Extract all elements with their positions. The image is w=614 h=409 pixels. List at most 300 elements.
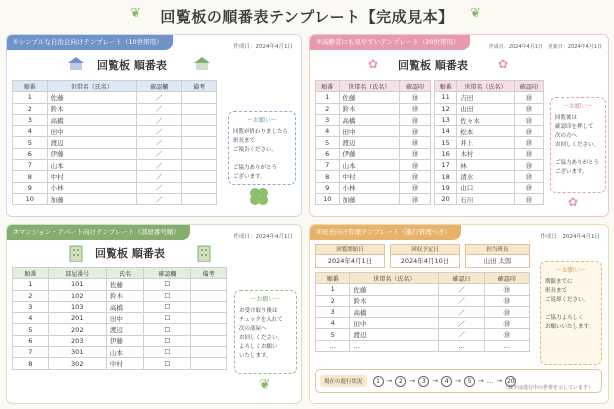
table-header-row: [13, 81, 217, 92]
table-row: [316, 148, 431, 159]
table-cell: [182, 126, 217, 137]
table-cell: ㊞: [484, 295, 529, 306]
table-row: [435, 137, 544, 148]
table-cell: ／: [136, 182, 182, 193]
table-cell: 13: [435, 114, 457, 125]
table-cell: 吉田: [457, 92, 514, 103]
note-line: チェックを入れて: [239, 317, 283, 323]
column-header: 世帯名（氏名）: [457, 81, 514, 92]
table-cell: 3: [13, 114, 48, 125]
leaf-icon-right: ❦: [470, 6, 481, 21]
table-cell: [191, 358, 227, 369]
table-cell: 3: [316, 114, 340, 125]
table-cell: 3: [13, 301, 49, 312]
info-box: [390, 244, 460, 268]
order-table-right: [434, 80, 544, 205]
table-cell: 中村: [47, 171, 136, 182]
house-icon-right: [193, 56, 211, 70]
table-cell: 高橋: [339, 114, 400, 125]
info-value: 2024年4月10日: [400, 257, 450, 265]
created-date: 作成日：2024年4月1日: [233, 234, 293, 240]
table-cell: 佐藤: [339, 92, 400, 103]
table-cell: ／: [136, 171, 182, 182]
note-line: 次の部屋へ: [239, 326, 267, 332]
note-line: 回覧後は: [555, 115, 578, 121]
table-cell: 田中: [106, 313, 144, 324]
table-cell: ／: [439, 295, 484, 306]
column-header: 順番: [13, 268, 49, 279]
table-row: [316, 193, 431, 204]
table-cell: 石川: [457, 193, 514, 204]
table-cell: ㊞: [400, 148, 431, 159]
table-row: [13, 171, 217, 182]
template-panel-senior: [309, 34, 609, 217]
note-line: ご協力ありがとう: [233, 165, 278, 171]
table-cell: 4: [316, 318, 350, 329]
note-heading: ～お願い～: [562, 103, 593, 110]
table-cell: 3: [316, 306, 350, 317]
table-cell: 14: [435, 126, 457, 137]
progress-step: 20: [506, 377, 515, 385]
progress-note: （数字は進行中の世帯を示しています）: [502, 385, 593, 391]
table-cell: 山本: [339, 160, 400, 171]
table-cell: 102: [48, 290, 106, 301]
table-cell: 2: [13, 103, 48, 114]
table-cell: 301: [48, 347, 106, 358]
table-cell: 11: [435, 92, 457, 103]
note-line: ございます。: [555, 169, 588, 175]
created-date: 作成日：2024年4月1日: [540, 234, 600, 240]
note-line: お願いいたします。: [545, 324, 595, 330]
table-cell: ／: [136, 137, 182, 148]
column-header: 世帯名（氏名）: [339, 81, 400, 92]
table-cell: ㊞: [484, 329, 529, 340]
column-header: 氏名: [106, 268, 144, 279]
table-header-row: [435, 81, 544, 92]
table-row: [316, 126, 431, 137]
column-header: 順番: [316, 273, 350, 284]
note-line: いたします。: [239, 353, 272, 359]
table-cell: 井上: [457, 137, 514, 148]
table-cell: ／: [136, 148, 182, 159]
table-cell: 鈴木: [47, 103, 136, 114]
note-line: 班長まで: [233, 138, 256, 144]
table-cell: 9: [13, 182, 48, 193]
table-cell: 松本: [457, 126, 514, 137]
table-cell: 17: [435, 160, 457, 171]
table-row: [435, 103, 544, 114]
table-row: [316, 284, 530, 295]
request-note: [234, 290, 297, 374]
table-cell: 15: [435, 137, 457, 148]
info-label: 回覧開始日: [316, 245, 384, 255]
table-cell: 5: [13, 137, 48, 148]
panel-tag: ④班長向け管理テンプレート（進行管理つき）: [310, 225, 461, 240]
note-line: お回しください。: [555, 142, 600, 148]
info-value: 山田 太郎: [483, 257, 512, 265]
note-line: ご返却ください。: [545, 297, 590, 303]
table-cell: ㊞: [514, 193, 543, 204]
board-title: 回覧板 順番表: [398, 59, 468, 72]
table-cell: 田中: [350, 318, 439, 329]
table-cell: ㊞: [514, 114, 543, 125]
table-cell: ㊞: [514, 171, 543, 182]
board-title: 回覧板 順番表: [97, 59, 167, 72]
table-cell: [182, 193, 217, 204]
progress-label: 現在の進行状況: [320, 375, 367, 387]
table-cell: 鈴木: [106, 290, 144, 301]
column-header: 順番: [13, 81, 48, 92]
note-line: [555, 150, 601, 159]
table-row: [316, 318, 530, 329]
table-cell: 加藤: [339, 193, 400, 204]
info-box: [315, 244, 385, 268]
table-row: [13, 182, 217, 193]
note-line: お受け取り後は: [239, 308, 278, 314]
note-heading: ～お願い～: [555, 267, 586, 274]
table-cell: 佐藤: [106, 279, 144, 290]
table-cell: 203: [48, 335, 106, 346]
panel-tag: ②高齢者にも見やすいテンプレート（20世帯用）: [310, 35, 470, 50]
table-row: [435, 171, 544, 182]
table-cell: ／: [136, 193, 182, 204]
table-cell: 1: [13, 279, 49, 290]
arrow-icon: →: [496, 376, 503, 385]
table-cell: 山口: [457, 182, 514, 193]
table-cell: 高橋: [47, 114, 136, 125]
table-cell: 木村: [457, 148, 514, 159]
table-cell: 渡辺: [339, 137, 400, 148]
info-value: 2024年4月1日: [327, 257, 373, 265]
table-row: [13, 137, 217, 148]
table-cell: ／: [136, 103, 182, 114]
table-cell: 山田: [457, 103, 514, 114]
table-cell: 6: [13, 335, 49, 346]
table-cell: 2: [316, 295, 350, 306]
table-cell: 20: [435, 193, 457, 204]
table-row: [13, 279, 227, 290]
table-header-row: [316, 81, 431, 92]
order-table-left: [315, 80, 431, 205]
arrow-icon: →: [455, 376, 462, 385]
table-header-row: [13, 268, 227, 279]
table-cell: ㊞: [400, 114, 431, 125]
table-cell: 佐藤: [47, 92, 136, 103]
column-header: 確認印: [400, 81, 431, 92]
table-cell: 202: [48, 324, 106, 335]
info-label: 担当班長: [466, 245, 529, 255]
table-cell: ☐: [144, 358, 191, 369]
request-note: [228, 111, 296, 185]
note-line: 確認印を押して: [555, 124, 594, 130]
table-cell: 16: [435, 148, 457, 159]
note-heading: ～お願い～: [250, 296, 281, 303]
column-header: 確認印: [484, 273, 529, 284]
progress-step: 5: [464, 376, 475, 387]
table-cell: 4: [13, 313, 49, 324]
table-cell: 加藤: [47, 193, 136, 204]
table-cell: ㊞: [514, 160, 543, 171]
clover-icon: [247, 185, 271, 209]
table-cell: 高橋: [106, 301, 144, 312]
table-cell: 302: [48, 358, 106, 369]
table-row: [435, 182, 544, 193]
table-cell: ／: [136, 160, 182, 171]
table-cell: [182, 171, 217, 182]
leaf-icon-left: ❦: [130, 6, 141, 21]
column-header: 確認日: [439, 273, 484, 284]
table-cell: [182, 137, 217, 148]
table-cell: ㊞: [484, 306, 529, 317]
table-cell: 19: [435, 182, 457, 193]
building-icon-right: [195, 244, 213, 262]
table-row: [13, 347, 227, 358]
table-cell: 8: [13, 171, 48, 182]
table-cell: 4: [316, 126, 340, 137]
table-cell: ／: [439, 284, 484, 295]
table-cell: [191, 347, 227, 358]
column-header: 確認欄: [136, 81, 182, 92]
table-row: [316, 182, 431, 193]
table-cell: [191, 324, 227, 335]
table-row: [13, 324, 227, 335]
table-cell: ㊞: [400, 171, 431, 182]
table-cell: 201: [48, 313, 106, 324]
table-cell: 8: [316, 171, 340, 182]
table-cell: ☐: [144, 301, 191, 312]
info-label: 回収予定日: [391, 245, 459, 255]
table-cell: ㊞: [400, 126, 431, 137]
table-cell: ㊞: [400, 92, 431, 103]
house-icon: [67, 56, 85, 70]
column-header: 確認印: [514, 81, 543, 92]
note-line: ご協力ありがとう: [555, 160, 600, 166]
note-line: 次の方へ: [555, 133, 578, 139]
note-line: 回覧が終わりましたら: [233, 129, 289, 135]
table-row: [13, 290, 227, 301]
table-row: [13, 358, 227, 369]
table-row: [316, 306, 530, 317]
request-note: [550, 97, 606, 193]
progress-step: …: [486, 376, 494, 385]
note-line: ご報告ください。: [233, 147, 278, 153]
table-cell: ㊞: [400, 182, 431, 193]
table-cell: [191, 279, 227, 290]
table-row: [316, 114, 431, 125]
table-cell: 林: [457, 160, 514, 171]
table-cell: [191, 290, 227, 301]
table-row: [316, 171, 431, 182]
table-cell: [182, 92, 217, 103]
table-cell: …: [316, 340, 350, 351]
table-cell: 7: [13, 160, 48, 171]
table-cell: 101: [48, 279, 106, 290]
table-row: [316, 160, 431, 171]
flower-icon-bottom: ✿: [568, 195, 579, 209]
table-cell: 2: [13, 290, 49, 301]
table-cell: ㊞: [400, 193, 431, 204]
note-line: ご協力よろしく: [545, 315, 584, 321]
table-cell: 小林: [339, 182, 400, 193]
table-row: [13, 160, 217, 171]
table-cell: ㊞: [514, 148, 543, 159]
note-line: よろしくお願い: [239, 344, 278, 350]
info-box: [465, 244, 530, 268]
table-row: [435, 148, 544, 159]
table-row: [316, 329, 530, 340]
table-cell: 4: [13, 126, 48, 137]
table-row: [435, 193, 544, 204]
table-cell: 10: [13, 193, 48, 204]
column-header: 世帯名（氏名）: [47, 81, 136, 92]
progress-step: 1: [373, 376, 384, 387]
table-cell: ／: [136, 92, 182, 103]
table-cell: ／: [439, 306, 484, 317]
table-row: [13, 335, 227, 346]
arrow-icon: →: [386, 376, 393, 385]
table-cell: ☐: [144, 290, 191, 301]
arrow-icon: →: [432, 376, 439, 385]
table-cell: ㊞: [514, 103, 543, 114]
note-line: [233, 155, 291, 164]
column-header: 備考: [182, 81, 217, 92]
table-cell: ㊞: [400, 160, 431, 171]
table-cell: 1: [316, 284, 350, 295]
leaf-icon: ❦: [259, 377, 271, 393]
created-date: 作成日：2024年4月1日: [233, 44, 293, 50]
order-table: [12, 80, 217, 205]
table-cell: 5: [316, 329, 350, 340]
note-line: 班長まで: [545, 288, 568, 294]
table-cell: ☐: [144, 335, 191, 346]
note-line: [545, 305, 597, 314]
table-cell: 7: [13, 347, 49, 358]
management-table: [315, 272, 530, 352]
table-cell: ㊞: [514, 137, 543, 148]
table-cell: 6: [13, 148, 48, 159]
flower-icon-left: ✿: [368, 57, 379, 71]
table-cell: ㊞: [484, 284, 529, 295]
table-cell: ㊞: [400, 103, 431, 114]
order-table: [12, 267, 227, 370]
table-cell: …: [350, 340, 439, 351]
table-row: [435, 126, 544, 137]
column-header: 確認欄: [144, 268, 191, 279]
table-cell: 6: [316, 148, 340, 159]
table-cell: 8: [13, 358, 49, 369]
table-cell: ／: [136, 126, 182, 137]
note-line: ございます。: [233, 174, 266, 180]
panel-tag: ③マンション・アパート向けテンプレート（部屋番号順）: [7, 225, 190, 240]
arrow-icon: →: [409, 376, 416, 385]
template-panel-apartment: [6, 224, 302, 404]
board-title: 回覧板 順番表: [95, 247, 165, 260]
table-cell: [191, 301, 227, 312]
table-cell: 1: [13, 92, 48, 103]
table-row: [316, 340, 530, 351]
table-row: [435, 114, 544, 125]
progress-step: 2: [395, 376, 406, 387]
template-panel-manager: [309, 224, 609, 404]
table-cell: 伊藤: [106, 335, 144, 346]
progress-step: 3: [418, 376, 429, 387]
table-row: [13, 313, 227, 324]
table-cell: 5: [13, 324, 49, 335]
table-cell: 9: [316, 182, 340, 193]
table-cell: ／: [439, 318, 484, 329]
created-date: 作成日：2024年4月1日 更新日：2024年4月1日: [488, 44, 602, 50]
table-cell: 伊藤: [47, 148, 136, 159]
table-cell: 山本: [106, 347, 144, 358]
table-header-row: [316, 273, 530, 284]
table-cell: …: [439, 340, 484, 351]
page-title: 回覧板の順番表テンプレート【完成見本】: [160, 8, 454, 26]
table-row: [13, 103, 217, 114]
column-header: 部屋番号: [48, 268, 106, 279]
table-row: [316, 295, 530, 306]
request-note: [540, 261, 602, 365]
table-row: [435, 160, 544, 171]
table-cell: 中村: [339, 171, 400, 182]
table-cell: ㊞: [514, 126, 543, 137]
table-row: [316, 103, 431, 114]
table-cell: ☐: [144, 279, 191, 290]
table-cell: 清水: [457, 171, 514, 182]
table-cell: [182, 148, 217, 159]
table-cell: 2: [316, 103, 340, 114]
note-line: 期限までに: [545, 279, 573, 285]
table-cell: [182, 182, 217, 193]
table-cell: …: [484, 340, 529, 351]
table-row: [13, 148, 217, 159]
template-panel-simple: [6, 34, 302, 217]
table-row: [13, 126, 217, 137]
table-cell: 7: [316, 160, 340, 171]
table-cell: ㊞: [514, 92, 543, 103]
table-cell: [182, 103, 217, 114]
table-cell: ㊞: [484, 318, 529, 329]
table-cell: 中村: [106, 358, 144, 369]
progress-status: [315, 369, 602, 393]
table-cell: 田中: [339, 126, 400, 137]
table-row: [13, 114, 217, 125]
table-cell: 103: [48, 301, 106, 312]
note-line: お回しください。: [239, 335, 284, 341]
table-cell: 小林: [47, 182, 136, 193]
table-cell: ☐: [144, 347, 191, 358]
progress-step: 4: [441, 376, 452, 387]
table-cell: 山本: [47, 160, 136, 171]
note-heading: ～お願い～: [246, 117, 277, 124]
table-cell: [191, 335, 227, 346]
panel-tag: ①シンプルな自治会向けテンプレート（10世帯用）: [7, 35, 173, 50]
table-cell: [182, 160, 217, 171]
table-row: [13, 92, 217, 103]
table-row: [316, 92, 431, 103]
column-header: 順番: [316, 81, 340, 92]
table-cell: 伊藤: [339, 148, 400, 159]
table-cell: 渡辺: [106, 324, 144, 335]
table-cell: [191, 313, 227, 324]
table-cell: 佐藤: [350, 284, 439, 295]
table-cell: 10: [316, 193, 340, 204]
table-row: [316, 137, 431, 148]
table-row: [13, 193, 217, 204]
column-header: 順番: [435, 81, 457, 92]
arrow-icon: →: [478, 376, 484, 385]
building-icon-left: [67, 244, 85, 262]
table-cell: 渡辺: [47, 137, 136, 148]
